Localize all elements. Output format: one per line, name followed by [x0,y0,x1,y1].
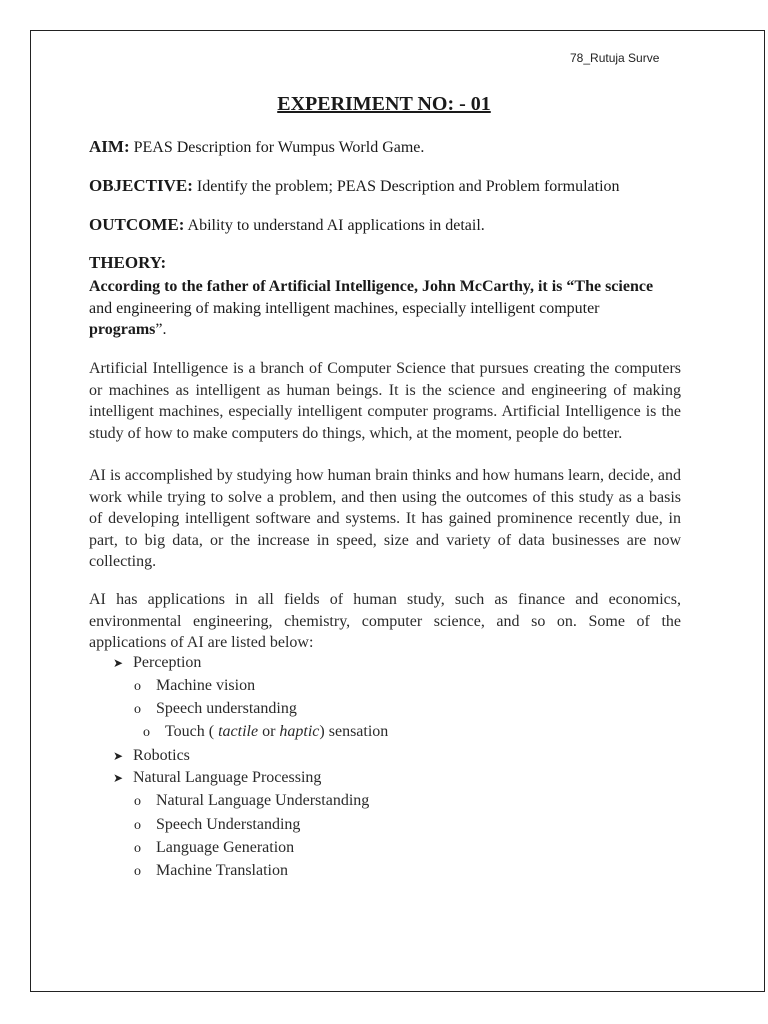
objective-label: OBJECTIVE: [89,176,193,195]
theory-paragraph-3: AI has applications in all fields of human study, such as finance and economics, environmental engineering, chemistry, computer science, and so on. Some of the applications of AI are listed below: [89,591,681,651]
list-item: o Language Generation [134,839,295,856]
objective-text: Identify the problem; PEAS Description and Problem formulation [196,178,620,195]
quote-programs: programs [89,321,156,338]
experiment-title: EXPERIMENT NO: - 01 [277,93,491,115]
theory-heading: THEORY: [89,253,167,272]
quote-end: ”. [155,321,167,338]
aim-label: AIM: [89,137,130,156]
outcome-label: OUTCOME: [89,215,185,234]
circle-bullet-icon: o [134,864,141,879]
quote-line-2: and engineering of making intelligent machines, especially intelligent computer [89,299,600,317]
circle-bullet-icon: o [134,841,141,856]
list-item: o Natural Language Understanding [134,792,370,809]
circle-bullet-icon: o [143,725,150,740]
circle-bullet-icon: o [134,794,141,809]
list-item: ➤ Robotics [113,747,190,764]
author-header: 78_Rutuja Surve [570,51,660,65]
mccarthy-quote [89,276,689,341]
circle-bullet-icon: o [134,679,141,694]
arrow-bullet-icon: ➤ [113,656,124,670]
arrow-bullet-icon: ➤ [113,771,124,785]
arrow-bullet-icon: ➤ [113,749,124,763]
aim-line [89,137,689,157]
list-item: o Machine Translation [134,862,288,879]
list-item: o Machine vision [134,677,256,694]
outcome-line [89,215,689,235]
circle-bullet-icon: o [134,702,141,717]
list-item: ➤ Natural Language Processing [113,769,322,786]
theory-paragraph-1: Artificial Intelligence is a branch of Computer Science that pursues creating the computers or machines as intelligent as human beings. It is the science and engineering of making intelligent machines, especially intelligent computer programs. Artificial Intelligence is the study of how to make computers do things, which, at the moment, people do better. [89,360,681,442]
aim-text: PEAS Description for Wumpus World Game. [133,139,425,156]
theory-paragraph-2: AI is accomplished by studying how human brain thinks and how humans learn, decide, and work while trying to solve a problem, and then using the outcomes of this study as a basis of developing intelligent software and systems. It has gained prominence recently due, in part, to big data, or the increase in speed, size and variety of data businesses are now collecting. [89,467,681,570]
quote-line-1: According to the father of Artificial Intelligence, John McCarthy, it is “The science [89,278,654,295]
list-item: o Speech Understanding [134,816,301,833]
circle-bullet-icon: o [134,818,141,833]
list-item: ➤ Perception [113,654,202,671]
list-item: o Touch ( tactile or haptic) sensation [143,723,389,740]
outcome-text: Ability to understand AI applications in detail. [187,217,485,234]
list-item: o Speech understanding [134,700,297,717]
objective-line [89,176,689,196]
